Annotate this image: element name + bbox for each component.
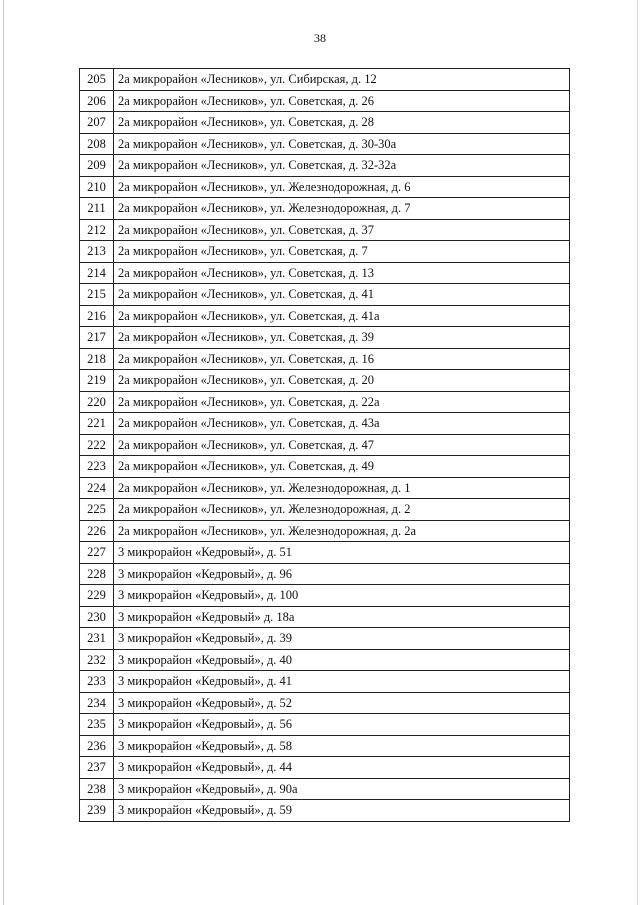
row-number: 220 — [80, 391, 114, 413]
row-number: 209 — [80, 155, 114, 177]
page-number: 38 — [314, 31, 326, 45]
table-row — [80, 735, 570, 757]
row-number: 216 — [80, 305, 114, 327]
table-row — [80, 133, 570, 155]
table-row — [80, 499, 570, 521]
row-number: 213 — [80, 241, 114, 263]
row-address: 2а микрорайон «Лесников», ул. Советская, д. 49 — [114, 456, 570, 478]
row-address: 3 микрорайон «Кедровый», д. 96 — [114, 563, 570, 585]
address-table-body — [80, 69, 570, 822]
row-address: 2а микрорайон «Лесников», ул. Советская, д. 37 — [114, 219, 570, 241]
row-number: 218 — [80, 348, 114, 370]
table-row — [80, 262, 570, 284]
table-row — [80, 778, 570, 800]
row-address: 3 микрорайон «Кедровый», д. 51 — [114, 542, 570, 564]
table-row — [80, 176, 570, 198]
table-row — [80, 628, 570, 650]
row-address: 2а микрорайон «Лесников», ул. Советская, д. 16 — [114, 348, 570, 370]
row-address: 2а микрорайон «Лесников», ул. Сибирская, д. 12 — [114, 69, 570, 91]
row-address: 2а микрорайон «Лесников», ул. Советская, д. 43а — [114, 413, 570, 435]
table-row — [80, 69, 570, 91]
scan-edge-left — [3, 0, 4, 905]
row-number: 212 — [80, 219, 114, 241]
row-address: 3 микрорайон «Кедровый», д. 52 — [114, 692, 570, 714]
row-number: 217 — [80, 327, 114, 349]
row-number: 221 — [80, 413, 114, 435]
row-number: 237 — [80, 757, 114, 779]
row-number: 238 — [80, 778, 114, 800]
row-number: 223 — [80, 456, 114, 478]
row-address: 2а микрорайон «Лесников», ул. Советская, д. 20 — [114, 370, 570, 392]
table-row — [80, 714, 570, 736]
table-row — [80, 606, 570, 628]
table-row — [80, 90, 570, 112]
row-number: 228 — [80, 563, 114, 585]
row-address: 2а микрорайон «Лесников», ул. Железнодорожная, д. 7 — [114, 198, 570, 220]
row-number: 235 — [80, 714, 114, 736]
table-row — [80, 219, 570, 241]
row-address: 3 микрорайон «Кедровый», д. 58 — [114, 735, 570, 757]
row-number: 225 — [80, 499, 114, 521]
row-number: 229 — [80, 585, 114, 607]
row-address: 3 микрорайон «Кедровый», д. 100 — [114, 585, 570, 607]
row-address: 3 микрорайон «Кедровый», д. 40 — [114, 649, 570, 671]
row-number: 230 — [80, 606, 114, 628]
row-number: 233 — [80, 671, 114, 693]
row-number: 207 — [80, 112, 114, 134]
row-address: 2а микрорайон «Лесников», ул. Советская, д. 30-30а — [114, 133, 570, 155]
table-row — [80, 413, 570, 435]
row-address: 3 микрорайон «Кедровый», д. 44 — [114, 757, 570, 779]
row-address: 2а микрорайон «Лесников», ул. Советская, д. 41а — [114, 305, 570, 327]
row-address: 2а микрорайон «Лесников», ул. Железнодорожная, д. 2а — [114, 520, 570, 542]
table-row — [80, 241, 570, 263]
row-address: 3 микрорайон «Кедровый» д. 18а — [114, 606, 570, 628]
row-number: 206 — [80, 90, 114, 112]
row-address: 2а микрорайон «Лесников», ул. Железнодорожная, д. 2 — [114, 499, 570, 521]
row-number: 234 — [80, 692, 114, 714]
table-row — [80, 327, 570, 349]
table-row — [80, 198, 570, 220]
row-number: 236 — [80, 735, 114, 757]
table-row — [80, 649, 570, 671]
row-address: 2а микрорайон «Лесников», ул. Советская, д. 7 — [114, 241, 570, 263]
table-row — [80, 477, 570, 499]
table-row — [80, 370, 570, 392]
table-row — [80, 434, 570, 456]
row-number: 219 — [80, 370, 114, 392]
table-row — [80, 391, 570, 413]
row-number: 239 — [80, 800, 114, 822]
table-row — [80, 284, 570, 306]
row-address: 2а микрорайон «Лесников», ул. Советская, д. 41 — [114, 284, 570, 306]
table-row — [80, 692, 570, 714]
row-address: 3 микрорайон «Кедровый», д. 90а — [114, 778, 570, 800]
table-row — [80, 542, 570, 564]
row-address: 2а микрорайон «Лесников», ул. Советская, д. 32-32а — [114, 155, 570, 177]
row-address: 2а микрорайон «Лесников», ул. Советская, д. 26 — [114, 90, 570, 112]
row-address: 3 микрорайон «Кедровый», д. 39 — [114, 628, 570, 650]
table-row — [80, 757, 570, 779]
row-number: 211 — [80, 198, 114, 220]
row-number: 231 — [80, 628, 114, 650]
row-address: 2а микрорайон «Лесников», ул. Советская, д. 39 — [114, 327, 570, 349]
row-address: 3 микрорайон «Кедровый», д. 41 — [114, 671, 570, 693]
table-row — [80, 155, 570, 177]
row-number: 215 — [80, 284, 114, 306]
row-number: 214 — [80, 262, 114, 284]
table-row — [80, 112, 570, 134]
row-number: 208 — [80, 133, 114, 155]
row-number: 226 — [80, 520, 114, 542]
row-address: 3 микрорайон «Кедровый», д. 56 — [114, 714, 570, 736]
row-address: 2а микрорайон «Лесников», ул. Советская, д. 22а — [114, 391, 570, 413]
row-number: 210 — [80, 176, 114, 198]
row-address: 2а микрорайон «Лесников», ул. Советская, д. 28 — [114, 112, 570, 134]
row-number: 205 — [80, 69, 114, 91]
table-row — [80, 671, 570, 693]
table-row — [80, 520, 570, 542]
table-row — [80, 305, 570, 327]
table-row — [80, 585, 570, 607]
table-row — [80, 563, 570, 585]
table-row — [80, 348, 570, 370]
address-table — [79, 68, 570, 822]
table-row — [80, 800, 570, 822]
row-number: 232 — [80, 649, 114, 671]
row-number: 227 — [80, 542, 114, 564]
row-number: 222 — [80, 434, 114, 456]
row-address: 2а микрорайон «Лесников», ул. Советская, д. 47 — [114, 434, 570, 456]
row-address: 3 микрорайон «Кедровый», д. 59 — [114, 800, 570, 822]
scan-edge-right — [637, 0, 638, 905]
row-address: 2а микрорайон «Лесников», ул. Железнодорожная, д. 6 — [114, 176, 570, 198]
table-row — [80, 456, 570, 478]
row-number: 224 — [80, 477, 114, 499]
row-address: 2а микрорайон «Лесников», ул. Железнодорожная, д. 1 — [114, 477, 570, 499]
row-address: 2а микрорайон «Лесников», ул. Советская, д. 13 — [114, 262, 570, 284]
